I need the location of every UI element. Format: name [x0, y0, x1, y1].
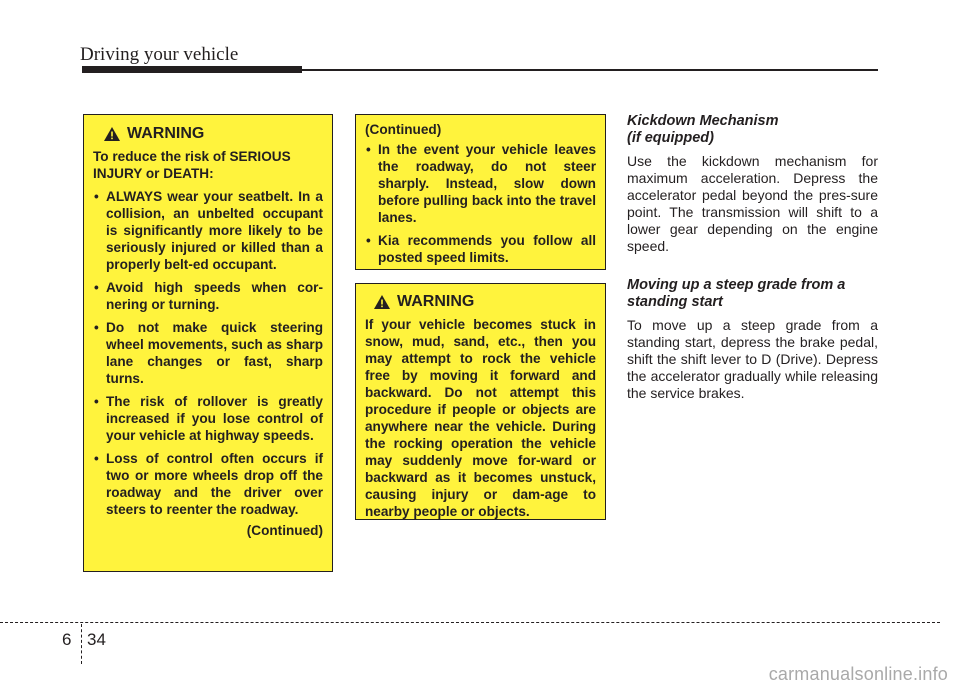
warning-box-rollover: [83, 114, 333, 572]
warning-intro: To reduce the risk of SERIOUS INJURY or DEATH:: [93, 149, 291, 181]
watermark: carmanualsonline.info: [768, 664, 948, 684]
section-heading-steep-grade: Moving up a steep grade from a standing start: [627, 277, 846, 310]
footer-divider: [81, 624, 82, 664]
chapter-number: 6: [62, 630, 72, 649]
kickdown-heading-line1: Kickdown Mechanism: [627, 113, 779, 129]
warning-bullet: • Kia recommends you follow all posted speed limits.: [365, 232, 596, 266]
warning-bullet: • The risk of rollover is greatly increased if you lose control of your vehicle at highway speeds.: [93, 393, 323, 444]
warning-bullet: • Do not make quick steering wheel movements, such as sharp lane changes or fast, sharp turns.: [93, 319, 323, 387]
warning-bullet: • Avoid high speeds when cor-nering or turning.: [93, 279, 323, 313]
warning-triangle-icon: [103, 126, 121, 142]
warning-bullet: • In the event your vehicle leaves the roadway, do not steer sharply. Instead, slow down before pulling back into the travel lanes.: [365, 141, 596, 226]
warning-bullet: • Loss of control often occurs if two or more wheels drop off the roadway and the driver over steers to reenter the roadway.: [93, 450, 323, 518]
continued-bullet-list: [365, 141, 596, 266]
footer-rule: [0, 622, 940, 623]
warning-bullet-list: [93, 188, 323, 518]
warning-text: If your vehicle becomes stuck in snow, mud, sand, etc., then you may attempt to rock the vehicle free by moving it forward and backward. Do not attempt this procedure if people or objects are anywhere near the vehicle. During the rocking operation the vehicle may suddenly move for-ward or backward as it becomes unstuck, causing injury or dam-age to nearby people or objects.: [365, 317, 596, 519]
page-number: 34: [87, 630, 106, 649]
section-heading-kickdown: [627, 113, 878, 147]
right-column: [627, 113, 878, 424]
continued-label: (Continued): [246, 523, 323, 538]
warning-box-continued: [355, 114, 606, 270]
warning-triangle-icon: [373, 294, 391, 310]
warning-bullet: • ALWAYS wear your seatbelt. In a collision, an unbelted occupant is significantly more likely to be seriously injured or killed than a properly belt-ed occupant.: [93, 188, 323, 273]
steep-grade-paragraph: To move up a steep grade from a standing start, depress the brake pedal, shift the shift lever to D (Drive). Depress the accelerator gradually while releasing the service brakes.: [627, 317, 878, 401]
page-header-title: Driving your vehicle: [80, 44, 239, 65]
warning-heading-label: WARNING: [397, 293, 475, 310]
kickdown-heading-line2: (if equipped): [627, 130, 714, 146]
header-rule-thin: [302, 69, 878, 71]
kickdown-paragraph: Use the kickdown mechanism for maximum acceleration. Depress the accelerator pedal beyond the pres-sure point. The transmission will shift to a lower gear depending on the engine speed.: [627, 153, 878, 254]
warning-heading: [373, 293, 596, 310]
header-rule-thick: [82, 66, 302, 73]
warning-heading: [103, 125, 323, 142]
warning-box-stuck-vehicle: [355, 283, 606, 520]
continued-heading: (Continued): [365, 122, 442, 137]
warning-heading-label: WARNING: [127, 125, 205, 142]
